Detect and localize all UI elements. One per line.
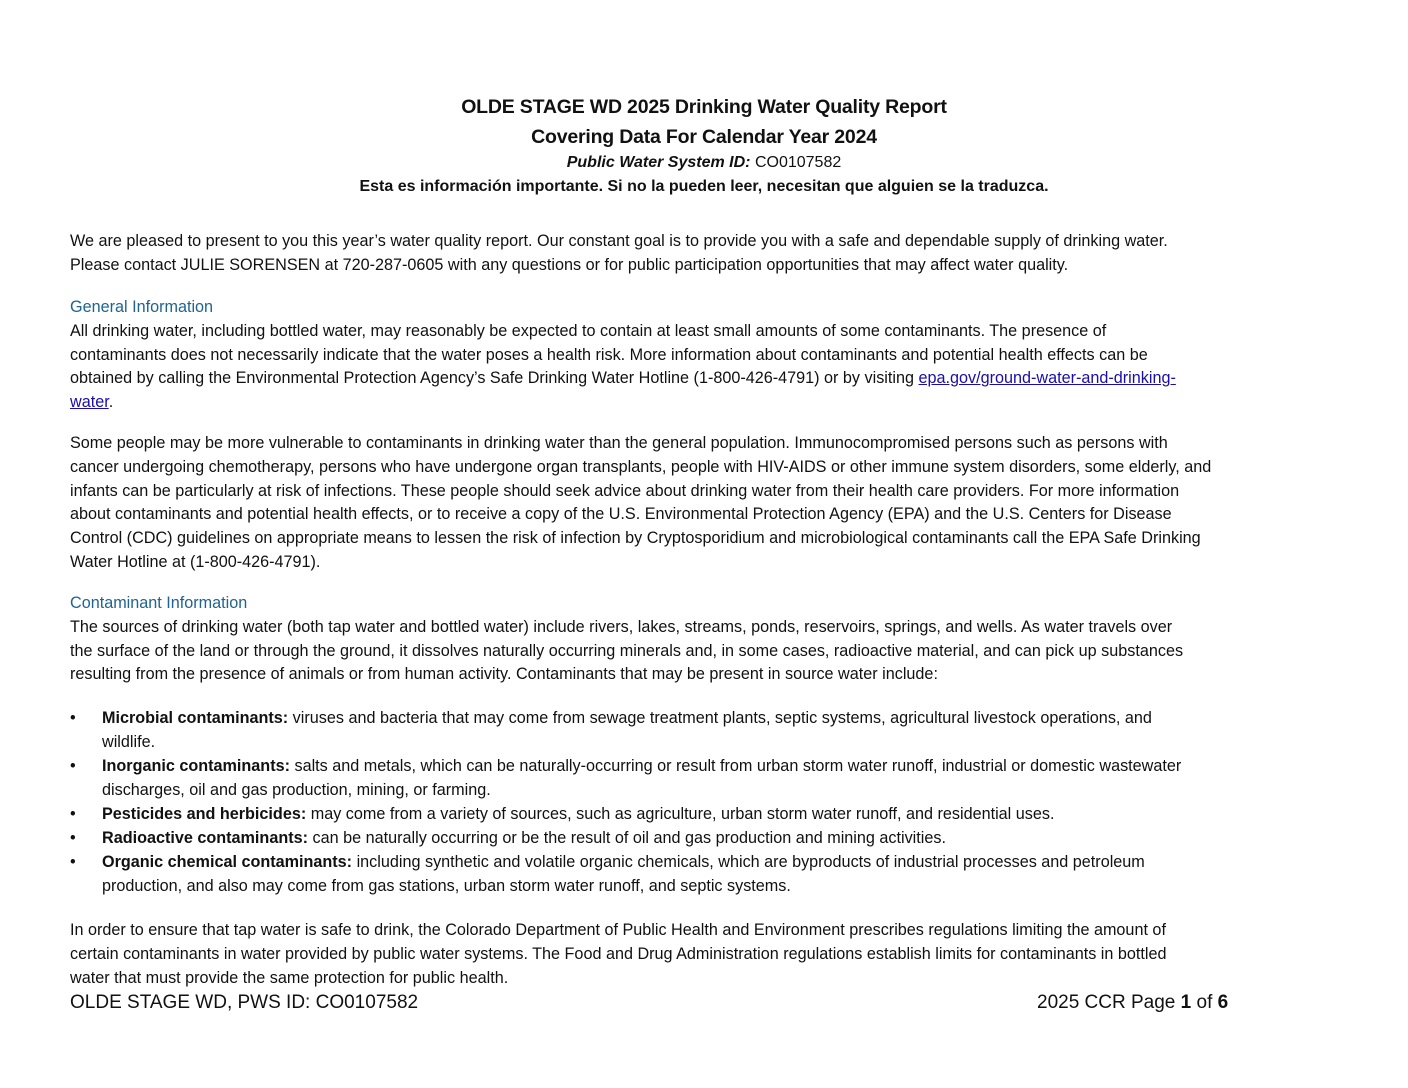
current-page: 1 (1180, 992, 1192, 1013)
contaminant-info-line: The sources of drinking water (both tap water and bottled water) include rivers, lakes, streams, ponds, reservoirs, springs, and wells. As water travels over (70, 617, 1173, 636)
general-info-line: All drinking water, including bottled water, may reasonably be expected to contain at least small amounts of some contaminants. The presence of (70, 321, 1107, 340)
list-item-line (102, 802, 1360, 826)
section-heading-general-information: General Information (70, 298, 214, 316)
list-item-term: Microbial contaminants: (102, 709, 289, 727)
spanish-notice: Esta es información importante. Si no la pueden leer, necesitan que alguien se la traduzca. (359, 178, 1049, 195)
link-period: . (108, 393, 114, 412)
list-item-line (102, 826, 1360, 850)
contaminant-list (70, 706, 1360, 898)
list-item-inorganic (70, 754, 1360, 802)
bullet-icon: • (70, 709, 76, 727)
contaminant-info-line: resulting from the presence of animals or from human activity. Contaminants that may be present in source water include: (70, 665, 938, 684)
list-item-line: discharges, oil and gas production, mining, or farming. (102, 781, 491, 799)
report-title: OLDE STAGE WD 2025 Drinking Water Quality Report (461, 96, 947, 118)
list-item-text: may come from a variety of sources, such as agriculture, urban storm water runoff, and residential uses. (306, 805, 1055, 823)
general-info-line (70, 391, 1360, 415)
bullet-icon: • (70, 757, 76, 775)
regulations-paragraph (70, 919, 1360, 990)
page-of: of (1191, 992, 1218, 1013)
paragraph-line: certain contaminants in water provided by public water systems. The Food and Drug Administration regulations establish limits for contaminants in bottled (70, 944, 1167, 963)
list-item-text: viruses and bacteria that may come from sewage treatment plants, septic systems, agricultural livestock operations, and (288, 709, 1152, 727)
paragraph-line: water that must provide the same protection for public health. (70, 968, 509, 987)
paragraph-line: In order to ensure that tap water is safe to drink, the Colorado Department of Public Health and Environment prescribes regulations limiting the amount of (70, 921, 1166, 939)
general-information-section (70, 296, 1360, 415)
pws-id-line (0, 154, 1408, 172)
paragraph-line: cancer undergoing chemotherapy, persons who have undergone organ transplants, people with HIV-AIDS or other immune system disorders, some elderly, and (70, 457, 1212, 476)
paragraph-line: Water Hotline at (1-800-426-4791). (70, 552, 321, 571)
general-info-text: obtained by calling the Environmental Protection Agency’s Safe Drinking Water Hotline (1-800-426-4791) or by visiting (70, 369, 919, 388)
list-item-line (102, 706, 1360, 730)
bullet-icon: • (70, 829, 76, 847)
page-prefix: 2025 CCR Page (1037, 992, 1181, 1013)
list-item-organic-chemical (70, 850, 1360, 898)
list-item-line (102, 754, 1360, 778)
paragraph-line: Some people may be more vulnerable to contaminants in drinking water than the general population. Immunocompromised persons such as persons with (70, 434, 1168, 452)
section-heading-contaminant-information: Contaminant Information (70, 594, 248, 612)
intro-paragraph (70, 230, 1360, 278)
paragraph-line: infants can be particularly at risk of infections. These people should seek advice about drinking water from their health care providers. For more information (70, 481, 1180, 500)
list-item-text: including synthetic and volatile organic chemicals, which are byproducts of industrial processes and petroleum (352, 853, 1145, 871)
epa-link[interactable]: epa.gov/ground-water-and-drinking- (918, 369, 1176, 388)
paragraph-line: about contaminants and potential health effects, or to receive a copy of the U.S. Environmental Protection Agency (EPA) and the U.S. Centers for Disease (70, 505, 1172, 524)
general-info-line (70, 367, 1360, 391)
report-subtitle: Covering Data For Calendar Year 2024 (531, 126, 877, 148)
total-pages: 6 (1217, 992, 1229, 1013)
pws-id-label: Public Water System ID: (566, 154, 751, 171)
list-item-line: production, and also may come from gas stations, urban storm water runoff, and septic systems. (102, 877, 791, 895)
general-info-line: contaminants does not necessarily indicate that the water poses a health risk. More information about contaminants and potential health effects can be (70, 345, 1148, 364)
list-item-microbial (70, 706, 1360, 754)
bullet-icon: • (70, 853, 76, 871)
list-item-term: Organic chemical contaminants: (102, 853, 353, 871)
list-item-text: can be naturally occurring or be the result of oil and gas production and mining activities. (308, 829, 946, 847)
vulnerable-populations-paragraph (70, 432, 1360, 575)
list-item-term: Pesticides and herbicides: (102, 805, 307, 823)
contaminant-information-section (70, 592, 1360, 687)
list-item-line: wildlife. (102, 733, 156, 751)
epa-link-continued[interactable]: water (70, 393, 109, 412)
footer-system-id: OLDE STAGE WD, PWS ID: CO0107582 (70, 992, 419, 1013)
list-item-radioactive (70, 826, 1360, 850)
paragraph-line: Control (CDC) guidelines on appropriate means to lessen the risk of infection by Cryptosporidium and microbiological contaminants call the EPA Safe Drinking (70, 529, 1201, 548)
list-item-term: Radioactive contaminants: (102, 829, 308, 847)
pws-id-value: CO0107582 (754, 154, 842, 171)
intro-line: We are pleased to present to you this year’s water quality report. Our constant goal is to provide you with a safe and dependable supply of drinking water. (70, 232, 1168, 250)
list-item-pesticides (70, 802, 1360, 826)
contaminant-info-line: the surface of the land or through the ground, it dissolves naturally occurring minerals and, in some cases, radioactive material, and can pick up substances (70, 641, 1184, 660)
intro-line: Please contact JULIE SORENSEN at 720-287-0605 with any questions or for public participation opportunities that may affect water quality. (70, 255, 1069, 274)
list-item-line (102, 850, 1360, 874)
bullet-icon: • (70, 805, 76, 823)
list-item-term: Inorganic contaminants: (102, 757, 290, 775)
footer-page-number (1037, 992, 1228, 1014)
list-item-text: salts and metals, which can be naturally-occurring or result from urban storm water runoff, industrial or domestic wastewater (289, 757, 1182, 775)
